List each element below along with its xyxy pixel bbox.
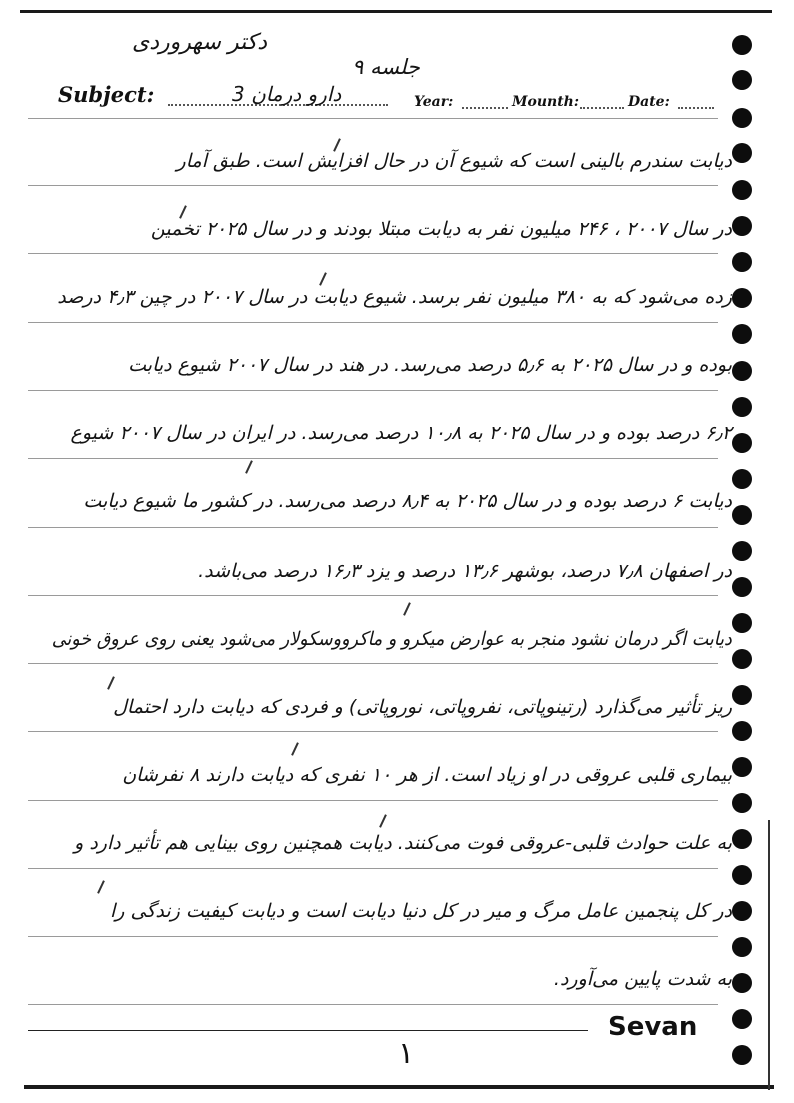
top-border (20, 10, 772, 13)
subject-value: دارو درمان 3 (232, 82, 342, 106)
date-label: Date: (628, 94, 670, 110)
binder-hole (732, 252, 752, 272)
author-name: دکتر سهروردی (132, 30, 268, 55)
binder-hole (732, 649, 752, 669)
binder-hole (732, 613, 752, 633)
pen-mark (291, 742, 299, 756)
binder-hole (732, 721, 752, 741)
ruled-line (28, 1004, 718, 1005)
ruled-line (28, 185, 718, 186)
text-line: ۶٫۲ درصد بوده و در سال ۲۰۲۵ به ۱۰٫۸ درصد می‌رسد. در ایران در سال ۲۰۰۷ شیوع (70, 422, 732, 444)
text-line: دیابت سندرم بالینی است که شیوع آن در حال افزایش است. طبق آمار (176, 150, 732, 172)
text-line: دیابت اگر درمان نشود منجر به عوارض میکرو و ماکرووسکولار می‌شود یعنی روی عروق خونی (51, 628, 732, 650)
text-line: زده می‌شود که به ۳۸۰ میلیون نفر برسد. شیوع دیابت در سال ۲۰۰۷ در چین ۴٫۳ درصد (57, 286, 732, 308)
ruled-line (28, 663, 718, 664)
binder-hole (732, 433, 752, 453)
text-line: ریز تأثیر می‌گذارد (رتینوپاتی، نفروپاتی، نوروپاتی) و فردی که دیابت دارد احتمال (113, 696, 732, 718)
binder-hole (732, 757, 752, 777)
binder-hole (732, 577, 752, 597)
binder-hole (732, 35, 752, 55)
pen-mark (319, 272, 327, 286)
ruled-line (28, 731, 718, 732)
sevan-logo: Sevan (608, 1012, 698, 1042)
footer-line (28, 1030, 588, 1031)
ruled-line (28, 527, 718, 528)
text-line: بوده و در سال ۲۰۲۵ به ۵٫۶ درصد می‌رسد. در هند در سال ۲۰۰۷ شیوع دیابت (128, 354, 732, 376)
binder-hole (732, 937, 752, 957)
ruled-line (28, 253, 718, 254)
month-dotted-line (580, 107, 624, 109)
ruled-line (28, 390, 718, 391)
right-edge (768, 820, 770, 1090)
ruled-line (28, 868, 718, 869)
ruled-line (28, 595, 718, 596)
binder-hole (732, 469, 752, 489)
subject-label: Subject: (58, 82, 155, 107)
binder-hole (732, 143, 752, 163)
text-line: به علت حوادث قلبی-عروقی فوت می‌کنند. دیابت همچنین روی بینایی هم تأثیر دارد و (74, 832, 732, 854)
binder-hole (732, 324, 752, 344)
binder-hole (732, 1009, 752, 1029)
year-label: Year: (414, 94, 454, 110)
ruled-line (28, 118, 718, 119)
year-dotted-line (462, 107, 508, 109)
binder-hole (732, 865, 752, 885)
binder-hole (732, 288, 752, 308)
text-line: دیابت ۶ درصد بوده و در سال ۲۰۲۵ به ۸٫۴ درصد می‌رسد. در کشور ما شیوع دیابت (83, 490, 732, 512)
session-label: جلسه ۹ (352, 55, 420, 79)
text-line: به شدت پایین می‌آورد. (553, 968, 732, 990)
binder-hole (732, 973, 752, 993)
text-line: در اصفهان ۷٫۸ درصد، بوشهر ۱۳٫۶ درصد و یزد ۱۶٫۳ درصد می‌باشد. (198, 560, 732, 582)
binder-hole (732, 685, 752, 705)
binder-hole (732, 108, 752, 128)
ruled-line (28, 800, 718, 801)
text-line: در سال ۲۰۰۷ ، ۲۴۶ میلیون نفر به دیابت مبتلا بودند و در سال ۲۰۲۵ تخمین (150, 218, 732, 240)
pen-mark (403, 602, 411, 616)
binder-hole (732, 361, 752, 381)
pen-mark (379, 814, 387, 828)
pen-mark (97, 880, 105, 894)
binder-hole (732, 397, 752, 417)
binder-hole (732, 541, 752, 561)
binder-hole (732, 505, 752, 525)
text-line: بیماری قلبی عروقی در او زیاد است. از هر ۱۰ نفری که دیابت دارند ۸ نفرشان (122, 764, 732, 786)
binder-hole (732, 216, 752, 236)
ruled-line (28, 458, 718, 459)
binder-hole (732, 180, 752, 200)
date-dotted-line (678, 107, 714, 109)
binder-hole (732, 829, 752, 849)
pen-mark (107, 676, 115, 690)
ruled-line (28, 322, 718, 323)
binder-hole (732, 901, 752, 921)
ruled-line (28, 936, 718, 937)
binder-hole (732, 1045, 752, 1065)
binder-hole (732, 70, 752, 90)
pen-mark (179, 205, 187, 219)
binder-hole (732, 793, 752, 813)
text-line: در کل پنجمین عامل مرگ و میر در کل دنیا دیابت است و دیابت کیفیت زندگی را (110, 900, 732, 922)
month-label: Mounth: (512, 94, 580, 110)
pen-mark (245, 460, 253, 474)
page-number: ۱ (398, 1036, 415, 1071)
bottom-border (24, 1085, 774, 1089)
